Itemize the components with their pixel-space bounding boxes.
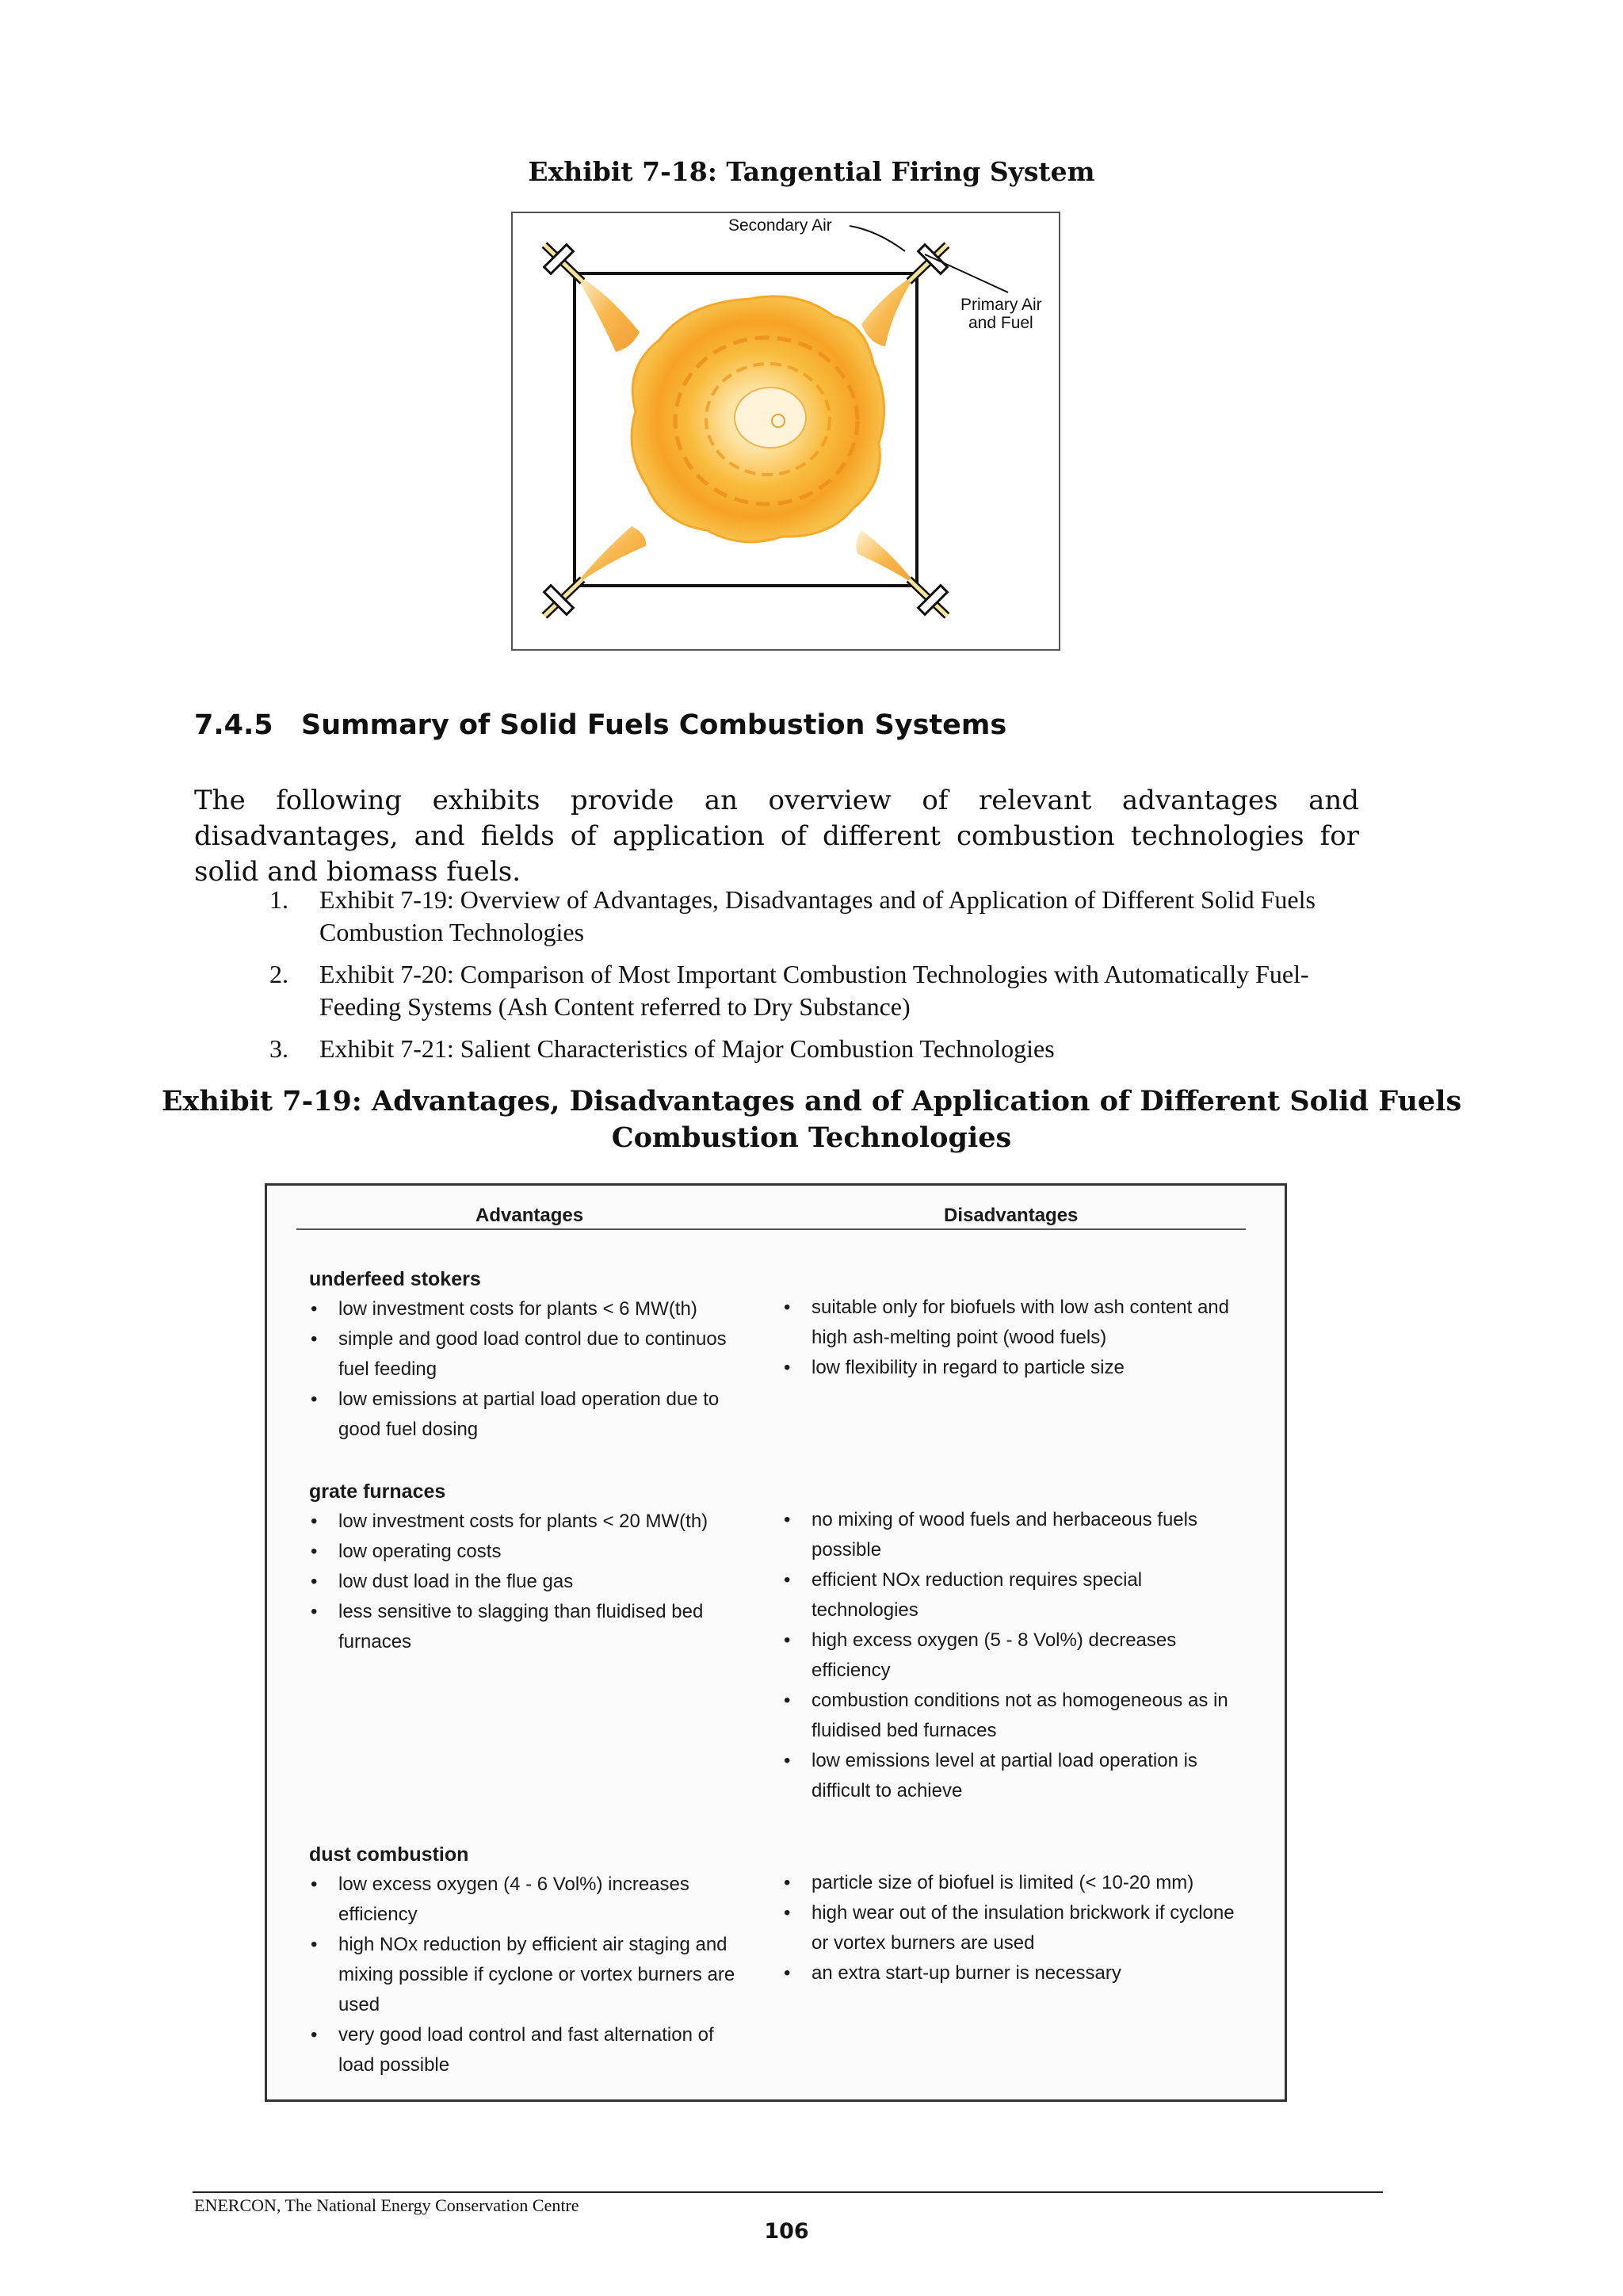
table-header	[296, 1205, 1246, 1230]
footer-rule	[193, 2191, 1383, 2193]
footer-organization: ENERCON, The National Energy Conservation Centre	[194, 2195, 579, 2215]
tangential-firing-diagram	[511, 212, 1060, 651]
label-primary-air-line1: Primary Air	[960, 296, 1042, 314]
advantages-disadvantages-table	[265, 1183, 1287, 2102]
exhibit-7-18-title: Exhibit 7-18: Tangential Firing System	[528, 156, 1095, 187]
exhibit-list	[269, 884, 1379, 1075]
group-label-dust-combustion: dust combustion	[309, 1843, 469, 1866]
list-item: • low emissions level at partial load operation is difficult to achieve	[782, 1746, 1250, 1806]
list-item: • low investment costs for plants < 20 MW(th)	[309, 1507, 737, 1537]
section-heading	[194, 709, 1006, 741]
list-item: • no mixing of wood fuels and herbaceous fuels possible	[782, 1505, 1250, 1565]
list-item: • low emissions at partial load operation due to good fuel dosing	[309, 1385, 737, 1445]
list-item: • low excess oxygen (4 - 6 Vol%) increases efficiency	[309, 1870, 737, 1930]
list-item: • low flexibility in regard to particle size	[782, 1353, 1250, 1383]
fireball-core	[735, 388, 806, 448]
list-item: • low operating costs	[309, 1537, 737, 1567]
exhibit-7-19-title: Exhibit 7-19: Advantages, Disadvantages and of Application of Different Solid Fuels Combustion Technologies	[161, 1085, 1462, 1154]
list-item: • particle size of biofuel is limited (< 10-20 mm)	[782, 1868, 1250, 1898]
list-item: • combustion conditions not as homogeneous as in fluidised bed furnaces	[782, 1686, 1250, 1746]
burner-top-right	[909, 245, 947, 281]
underfeed-advantages-list	[309, 1294, 737, 1445]
burner-bottom-left	[544, 579, 582, 616]
label-primary-air-line2: and Fuel	[968, 314, 1033, 332]
group-label-grate-furnaces: grate furnaces	[309, 1480, 446, 1503]
list-item: • simple and good load control due to continuos fuel feeding	[309, 1324, 737, 1385]
list-item: • an extra start-up burner is necessary	[782, 1958, 1250, 1988]
burner-top-left	[544, 245, 582, 281]
flame-jet-top-left	[575, 273, 640, 352]
leader-secondary-air	[850, 226, 905, 251]
list-item: • efficient NOx reduction requires special technologies	[782, 1565, 1250, 1626]
list-item: • high excess oxygen (5 - 8 Vol%) decreases efficiency	[782, 1626, 1250, 1686]
flame-jet-top-right	[861, 273, 917, 346]
header-disadvantages: Disadvantages	[944, 1205, 1079, 1226]
grate-disadvantages-list	[782, 1505, 1250, 1806]
list-item: • less sensitive to slagging than fluidised bed furnaces	[309, 1597, 737, 1657]
intro-paragraph: The following exhibits provide an overview of relevant advantages and disadvantages, and fields of application of different combustion technologies for solid and biomass fuels.	[194, 785, 1359, 888]
exhibit-list-item: 3. Exhibit 7-21: Salient Characteristics of Major Combustion Technologies	[269, 1034, 1055, 1063]
section-title: Summary of Solid Fuels Combustion Systems	[301, 709, 1007, 741]
leader-primary-air	[925, 254, 1008, 292]
grate-advantages-list	[309, 1507, 737, 1657]
group-label-underfeed-stokers: underfeed stokers	[309, 1268, 481, 1290]
list-item: • high NOx reduction by efficient air staging and mixing possible if cyclone or vortex burners are used	[309, 1930, 737, 2020]
underfeed-disadvantages-list	[782, 1293, 1250, 1383]
dust-disadvantages-list	[782, 1868, 1250, 1988]
label-secondary-air: Secondary Air	[728, 216, 832, 235]
exhibit-list-item: 2. Exhibit 7-20: Comparison of Most Important Combustion Technologies with Automatically Fuel-Feeding Systems (Ash Content referred to Dry Substance)	[269, 960, 1309, 1021]
exhibit-list-item: 1. Exhibit 7-19: Overview of Advantages, Disadvantages and of Application of Different Solid Fuels Combustion Technologies	[269, 885, 1316, 946]
burner-bottom-right	[909, 579, 947, 616]
list-item: • high wear out of the insulation brickwork if cyclone or vortex burners are used	[782, 1898, 1250, 1958]
list-item: • very good load control and fast alternation of load possible	[309, 2020, 737, 2080]
flame-jet-bottom-right	[856, 530, 917, 586]
dust-advantages-list	[309, 1870, 737, 2080]
list-item: • low investment costs for plants < 6 MW(th)	[309, 1294, 737, 1324]
list-item: • suitable only for biofuels with low ash content and high ash-melting point (wood fuels)	[782, 1293, 1250, 1353]
page-number: 106	[764, 2219, 809, 2244]
flame-jet-bottom-left	[575, 526, 646, 586]
list-item: • low dust load in the flue gas	[309, 1567, 737, 1597]
section-number: 7.4.5	[194, 709, 273, 741]
header-advantages: Advantages	[475, 1205, 584, 1226]
